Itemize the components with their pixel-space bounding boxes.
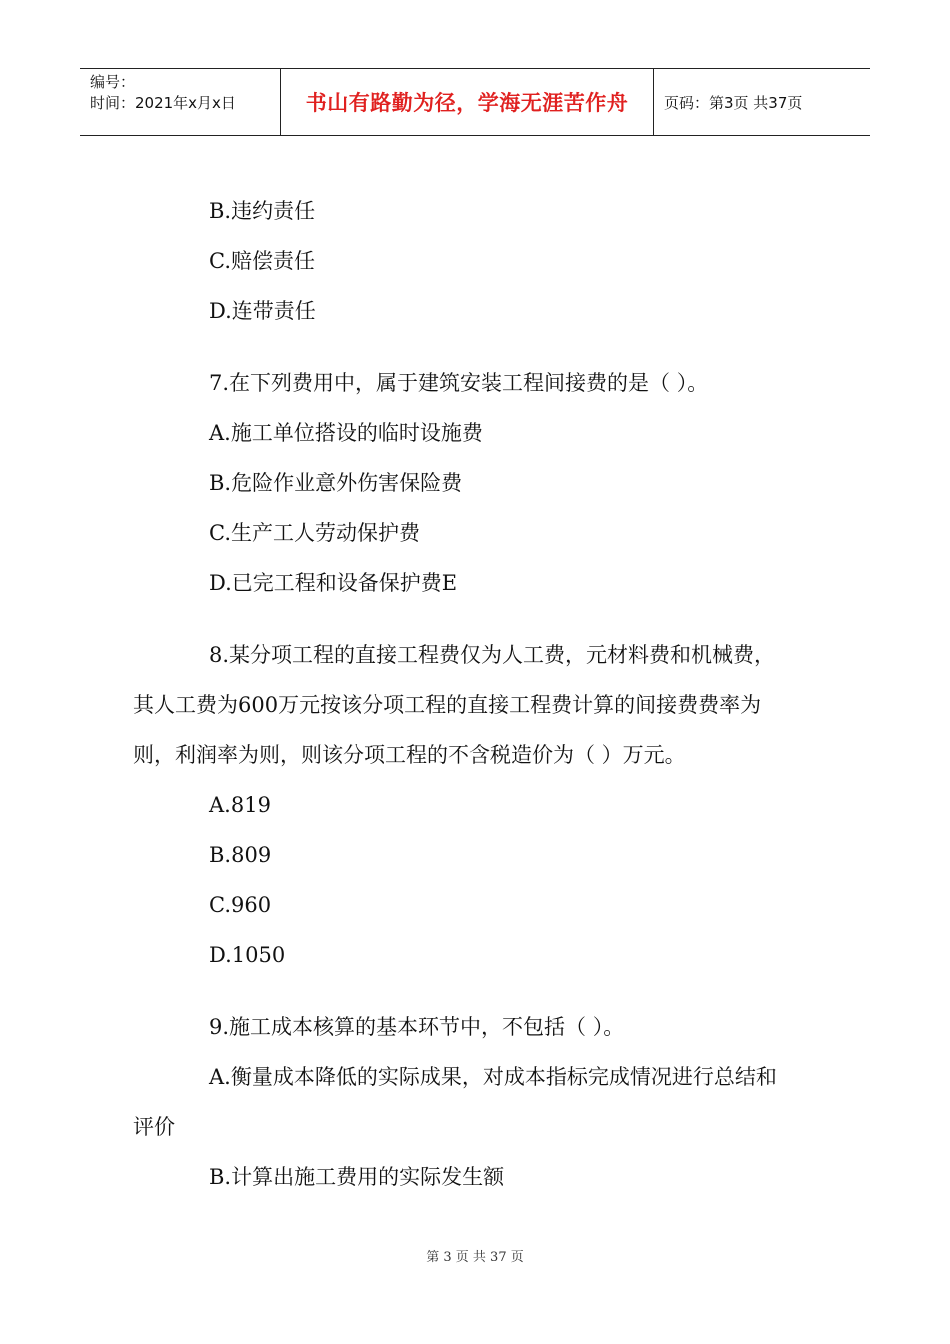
answer-option: B.违约责任 <box>209 199 316 223</box>
page-header <box>80 68 870 136</box>
answer-option: D.1050 <box>209 943 286 967</box>
answer-option: B.计算出施工费用的实际发生额 <box>209 1165 505 1189</box>
header-meta <box>80 69 281 135</box>
answer-option: C.生产工人劳动保护费 <box>209 521 420 545</box>
answer-option: B.809 <box>209 843 272 867</box>
answer-option: A.衡量成本降低的实际成果，对成本指标完成情况进行总结和 <box>209 1065 777 1089</box>
header-page-info: 页码：第3页 共37页 <box>664 93 803 112</box>
document-time-label: 时间：2021年x月x日 <box>90 94 236 112</box>
answer-option: A.施工单位搭设的临时设施费 <box>209 421 483 445</box>
answer-option: C.960 <box>209 893 272 917</box>
page-footer: 第 3 页 共 37 页 <box>426 1250 524 1265</box>
document-number-label: 编号： <box>90 73 136 91</box>
question-text: 9.施工成本核算的基本环节中，不包括（ ）。 <box>209 1015 625 1039</box>
question-text-continuation: 评价 <box>133 1115 175 1139</box>
header-motto: 书山有路勤为径，学海无涯苦作舟 <box>281 69 654 135</box>
question-text-continuation: 则，利润率为则，则该分项工程的不含税造价为（ ）万元。 <box>133 743 686 767</box>
answer-option: D.连带责任 <box>209 299 316 323</box>
answer-option: C.赔偿责任 <box>209 249 315 273</box>
answer-option: B.危险作业意外伤害保险费 <box>209 471 463 495</box>
answer-option: D.已完工程和设备保护费E <box>209 571 458 595</box>
question-text-continuation: 其人工费为600万元按该分项工程的直接工程费计算的间接费费率为 <box>133 693 762 717</box>
answer-option: A.819 <box>209 793 271 817</box>
question-text: 8.某分项工程的直接工程费仅为人工费，元材料费和机械费， <box>209 643 776 667</box>
question-text: 7.在下列费用中，属于建筑安装工程间接费的是（ ）。 <box>209 371 709 395</box>
